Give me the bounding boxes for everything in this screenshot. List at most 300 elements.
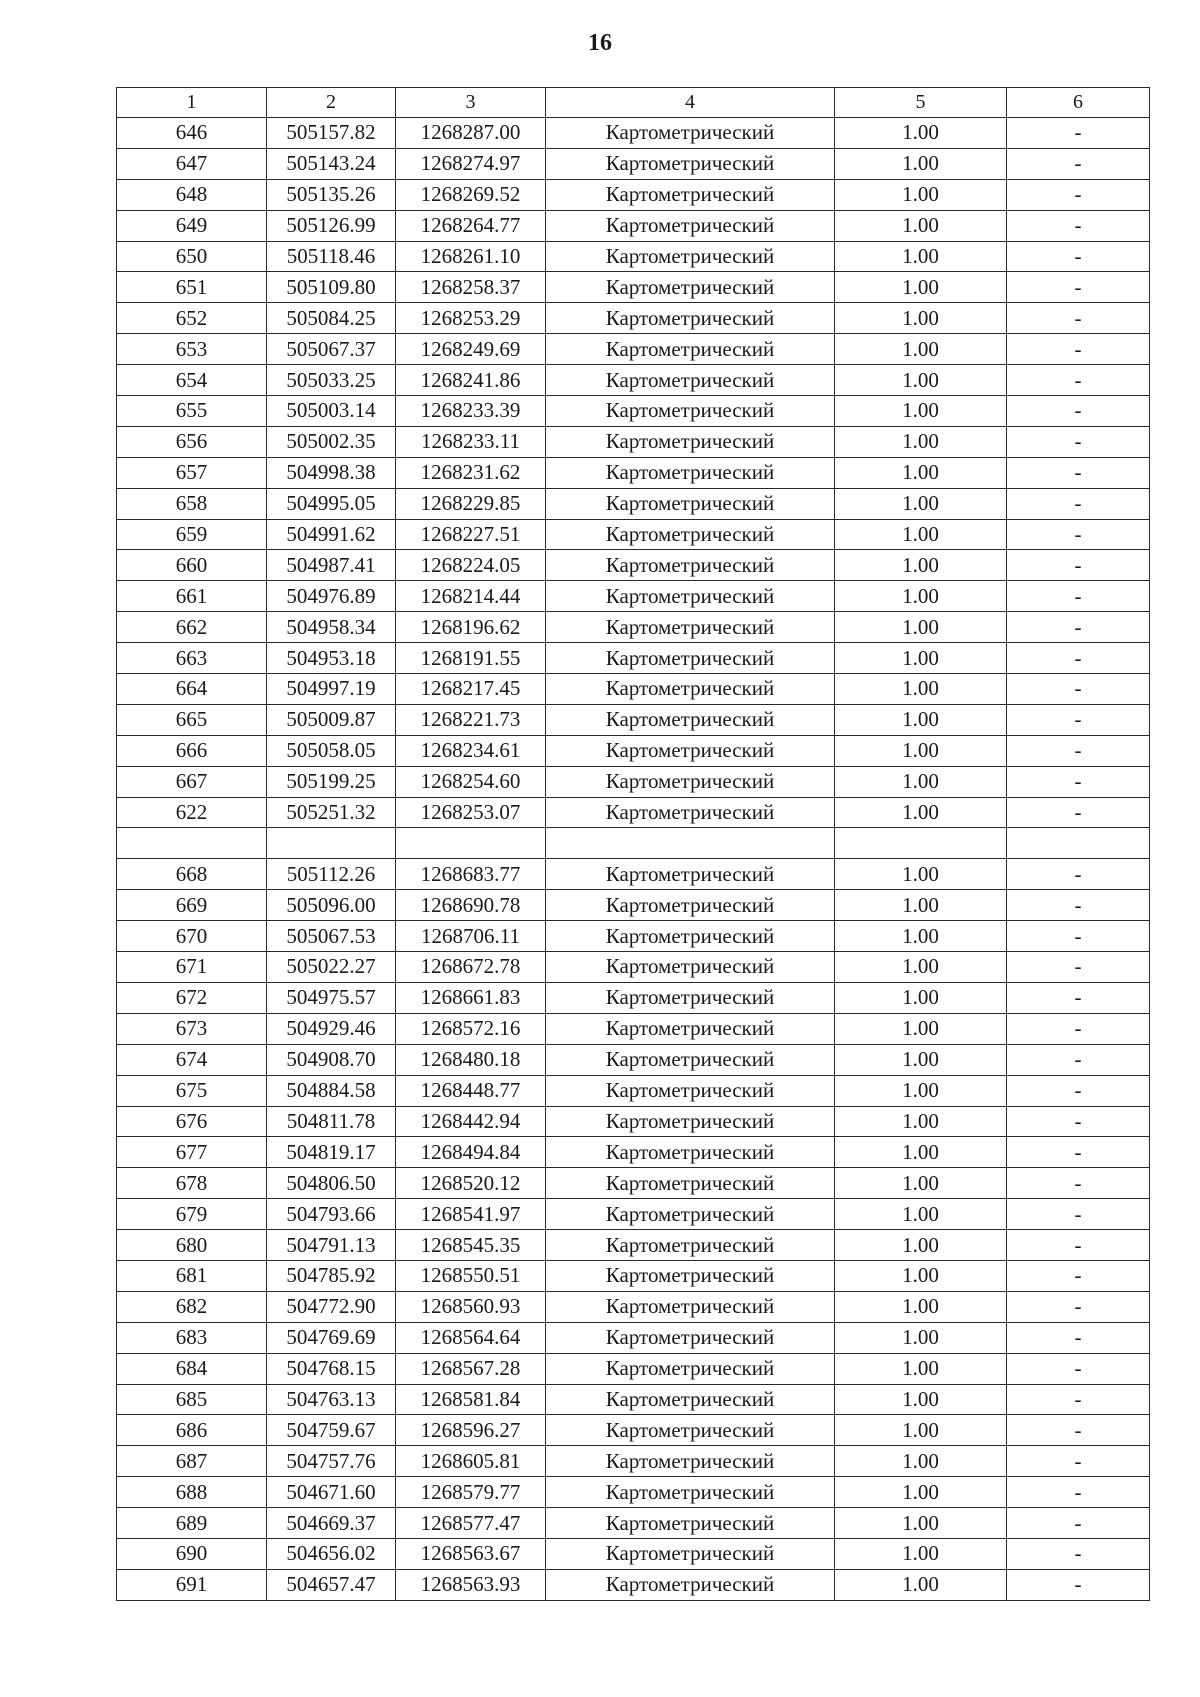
point-number-cell: 679: [117, 1199, 267, 1230]
point-number-cell: 665: [117, 704, 267, 735]
x-coordinate-cell: 505143.24: [267, 148, 396, 179]
x-coordinate-cell: 504757.76: [267, 1446, 396, 1477]
table-row: [117, 1260, 1150, 1291]
x-coordinate-cell: 504953.18: [267, 643, 396, 674]
table-row: [117, 1168, 1150, 1199]
point-number-cell: 678: [117, 1168, 267, 1199]
table-row: [117, 612, 1150, 643]
x-coordinate-cell: 505067.53: [267, 921, 396, 952]
method-cell: Картометрический: [546, 674, 835, 705]
x-coordinate-cell: 504669.37: [267, 1508, 396, 1539]
table-row: [117, 921, 1150, 952]
method-cell: Картометрический: [546, 1569, 835, 1600]
accuracy-cell: 1.00: [835, 241, 1007, 272]
table-row: [117, 766, 1150, 797]
description-cell: -: [1007, 457, 1150, 488]
point-number-cell: 662: [117, 612, 267, 643]
table-row: [117, 179, 1150, 210]
y-coordinate-cell: 1268581.84: [396, 1384, 546, 1415]
method-cell: [546, 828, 835, 859]
x-coordinate-cell: 504976.89: [267, 581, 396, 612]
y-coordinate-cell: 1268572.16: [396, 1013, 546, 1044]
accuracy-cell: 1.00: [835, 643, 1007, 674]
method-cell: Картометрический: [546, 1384, 835, 1415]
method-cell: Картометрический: [546, 982, 835, 1013]
x-coordinate-cell: 505022.27: [267, 952, 396, 983]
y-coordinate-cell: 1268229.85: [396, 488, 546, 519]
y-coordinate-cell: 1268258.37: [396, 272, 546, 303]
description-cell: -: [1007, 241, 1150, 272]
point-number-cell: 663: [117, 643, 267, 674]
accuracy-cell: 1.00: [835, 766, 1007, 797]
accuracy-cell: 1.00: [835, 581, 1007, 612]
point-number-cell: 667: [117, 766, 267, 797]
accuracy-cell: 1.00: [835, 704, 1007, 735]
x-coordinate-cell: 504791.13: [267, 1230, 396, 1261]
method-cell: Картометрический: [546, 272, 835, 303]
point-number-cell: 660: [117, 550, 267, 581]
x-coordinate-cell: 504656.02: [267, 1538, 396, 1569]
method-cell: Картометрический: [546, 1199, 835, 1230]
description-cell: [1007, 828, 1150, 859]
x-coordinate-cell: 504671.60: [267, 1477, 396, 1508]
point-number-cell: 683: [117, 1322, 267, 1353]
table-row: [117, 1137, 1150, 1168]
method-cell: Картометрический: [546, 1044, 835, 1075]
point-number-cell: 666: [117, 735, 267, 766]
description-cell: -: [1007, 766, 1150, 797]
y-coordinate-cell: 1268661.83: [396, 982, 546, 1013]
accuracy-cell: 1.00: [835, 1508, 1007, 1539]
y-coordinate-cell: 1268596.27: [396, 1415, 546, 1446]
accuracy-cell: 1.00: [835, 1446, 1007, 1477]
description-cell: -: [1007, 550, 1150, 581]
table-row: [117, 1106, 1150, 1137]
point-number-cell: 686: [117, 1415, 267, 1446]
description-cell: -: [1007, 1013, 1150, 1044]
description-cell: -: [1007, 1384, 1150, 1415]
table-row: [117, 982, 1150, 1013]
point-number-cell: 622: [117, 797, 267, 828]
method-cell: Картометрический: [546, 334, 835, 365]
method-cell: Картометрический: [546, 1538, 835, 1569]
table-row: [117, 334, 1150, 365]
point-number-cell: 671: [117, 952, 267, 983]
method-cell: Картометрический: [546, 426, 835, 457]
y-coordinate-cell: 1268261.10: [396, 241, 546, 272]
y-coordinate-cell: 1268672.78: [396, 952, 546, 983]
description-cell: -: [1007, 396, 1150, 427]
accuracy-cell: 1.00: [835, 1075, 1007, 1106]
table-row: [117, 1384, 1150, 1415]
table-row: [117, 365, 1150, 396]
table-row: [117, 1075, 1150, 1106]
x-coordinate-cell: 504772.90: [267, 1291, 396, 1322]
y-coordinate-cell: 1268563.67: [396, 1538, 546, 1569]
accuracy-cell: 1.00: [835, 982, 1007, 1013]
point-number-cell: 652: [117, 303, 267, 334]
method-cell: Картометрический: [546, 488, 835, 519]
x-coordinate-cell: 504793.66: [267, 1199, 396, 1230]
y-coordinate-cell: 1268690.78: [396, 890, 546, 921]
description-cell: -: [1007, 1044, 1150, 1075]
y-coordinate-cell: 1268564.64: [396, 1322, 546, 1353]
point-number-cell: 674: [117, 1044, 267, 1075]
accuracy-cell: 1.00: [835, 210, 1007, 241]
point-number-cell: 661: [117, 581, 267, 612]
point-number-cell: 687: [117, 1446, 267, 1477]
table-row: [117, 1230, 1150, 1261]
description-cell: -: [1007, 303, 1150, 334]
method-cell: Картометрический: [546, 303, 835, 334]
x-coordinate-cell: 505033.25: [267, 365, 396, 396]
method-cell: Картометрический: [546, 581, 835, 612]
description-cell: -: [1007, 488, 1150, 519]
description-cell: -: [1007, 952, 1150, 983]
description-cell: -: [1007, 1137, 1150, 1168]
accuracy-cell: 1.00: [835, 890, 1007, 921]
column-header: 2: [267, 88, 396, 118]
method-cell: Картометрический: [546, 1477, 835, 1508]
description-cell: -: [1007, 921, 1150, 952]
point-number-cell: 651: [117, 272, 267, 303]
y-coordinate-cell: 1268579.77: [396, 1477, 546, 1508]
description-cell: -: [1007, 426, 1150, 457]
x-coordinate-cell: 505084.25: [267, 303, 396, 334]
description-cell: -: [1007, 704, 1150, 735]
accuracy-cell: 1.00: [835, 1353, 1007, 1384]
y-coordinate-cell: 1268224.05: [396, 550, 546, 581]
x-coordinate-cell: 504657.47: [267, 1569, 396, 1600]
accuracy-cell: 1.00: [835, 1199, 1007, 1230]
y-coordinate-cell: 1268274.97: [396, 148, 546, 179]
accuracy-cell: 1.00: [835, 488, 1007, 519]
accuracy-cell: [835, 828, 1007, 859]
method-cell: Картометрический: [546, 859, 835, 890]
method-cell: Картометрический: [546, 210, 835, 241]
accuracy-cell: 1.00: [835, 1044, 1007, 1075]
description-cell: -: [1007, 982, 1150, 1013]
table-row: [117, 1013, 1150, 1044]
accuracy-cell: 1.00: [835, 1477, 1007, 1508]
x-coordinate-cell: 505157.82: [267, 118, 396, 149]
description-cell: -: [1007, 365, 1150, 396]
y-coordinate-cell: 1268234.61: [396, 735, 546, 766]
description-cell: -: [1007, 1353, 1150, 1384]
x-coordinate-cell: 505112.26: [267, 859, 396, 890]
description-cell: -: [1007, 210, 1150, 241]
x-coordinate-cell: 504995.05: [267, 488, 396, 519]
accuracy-cell: 1.00: [835, 118, 1007, 149]
method-cell: Картометрический: [546, 952, 835, 983]
y-coordinate-cell: 1268233.11: [396, 426, 546, 457]
accuracy-cell: 1.00: [835, 1168, 1007, 1199]
x-coordinate-cell: 504785.92: [267, 1260, 396, 1291]
table-row: [117, 1446, 1150, 1477]
table-row: [117, 1199, 1150, 1230]
description-cell: -: [1007, 179, 1150, 210]
y-coordinate-cell: 1268567.28: [396, 1353, 546, 1384]
table-row: [117, 952, 1150, 983]
x-coordinate-cell: 504811.78: [267, 1106, 396, 1137]
method-cell: Картометрический: [546, 643, 835, 674]
table-row: [117, 674, 1150, 705]
x-coordinate-cell: 504998.38: [267, 457, 396, 488]
y-coordinate-cell: 1268683.77: [396, 859, 546, 890]
header-row: [117, 88, 1150, 118]
table-row: [117, 272, 1150, 303]
description-cell: -: [1007, 1322, 1150, 1353]
table-row: [117, 704, 1150, 735]
y-coordinate-cell: 1268706.11: [396, 921, 546, 952]
point-number-cell: 688: [117, 1477, 267, 1508]
y-coordinate-cell: 1268227.51: [396, 519, 546, 550]
x-coordinate-cell: 505251.32: [267, 797, 396, 828]
point-number-cell: 669: [117, 890, 267, 921]
x-coordinate-cell: 505003.14: [267, 396, 396, 427]
table-row: [117, 828, 1150, 859]
accuracy-cell: 1.00: [835, 365, 1007, 396]
table-row: [117, 241, 1150, 272]
accuracy-cell: 1.00: [835, 303, 1007, 334]
point-number-cell: 649: [117, 210, 267, 241]
x-coordinate-cell: 504908.70: [267, 1044, 396, 1075]
page-number: 16: [588, 30, 612, 56]
description-cell: -: [1007, 1538, 1150, 1569]
x-coordinate-cell: 504991.62: [267, 519, 396, 550]
table-row: [117, 735, 1150, 766]
description-cell: -: [1007, 272, 1150, 303]
point-number-cell: 668: [117, 859, 267, 890]
description-cell: -: [1007, 612, 1150, 643]
y-coordinate-cell: 1268191.55: [396, 643, 546, 674]
x-coordinate-cell: 505135.26: [267, 179, 396, 210]
y-coordinate-cell: 1268241.86: [396, 365, 546, 396]
y-coordinate-cell: 1268214.44: [396, 581, 546, 612]
method-cell: Картометрический: [546, 766, 835, 797]
x-coordinate-cell: 504806.50: [267, 1168, 396, 1199]
y-coordinate-cell: 1268545.35: [396, 1230, 546, 1261]
table-row: [117, 519, 1150, 550]
method-cell: Картометрический: [546, 735, 835, 766]
point-number-cell: 682: [117, 1291, 267, 1322]
description-cell: -: [1007, 1260, 1150, 1291]
y-coordinate-cell: 1268480.18: [396, 1044, 546, 1075]
method-cell: Картометрический: [546, 1508, 835, 1539]
x-coordinate-cell: 505118.46: [267, 241, 396, 272]
x-coordinate-cell: 505126.99: [267, 210, 396, 241]
point-number-cell: 659: [117, 519, 267, 550]
table-row: [117, 396, 1150, 427]
point-number-cell: 672: [117, 982, 267, 1013]
x-coordinate-cell: 504958.34: [267, 612, 396, 643]
table-row: [117, 797, 1150, 828]
table-row: [117, 118, 1150, 149]
description-cell: -: [1007, 1477, 1150, 1508]
accuracy-cell: 1.00: [835, 921, 1007, 952]
accuracy-cell: 1.00: [835, 859, 1007, 890]
y-coordinate-cell: 1268560.93: [396, 1291, 546, 1322]
y-coordinate-cell: 1268264.77: [396, 210, 546, 241]
y-coordinate-cell: 1268563.93: [396, 1569, 546, 1600]
table-row: [117, 1477, 1150, 1508]
x-coordinate-cell: 504819.17: [267, 1137, 396, 1168]
table-row: [117, 488, 1150, 519]
table-row: [117, 1322, 1150, 1353]
point-number-cell: 684: [117, 1353, 267, 1384]
description-cell: -: [1007, 334, 1150, 365]
x-coordinate-cell: 504929.46: [267, 1013, 396, 1044]
point-number-cell: 673: [117, 1013, 267, 1044]
accuracy-cell: 1.00: [835, 519, 1007, 550]
description-cell: -: [1007, 735, 1150, 766]
x-coordinate-cell: 505002.35: [267, 426, 396, 457]
description-cell: -: [1007, 890, 1150, 921]
y-coordinate-cell: 1268520.12: [396, 1168, 546, 1199]
table-row: [117, 1508, 1150, 1539]
accuracy-cell: 1.00: [835, 1106, 1007, 1137]
x-coordinate-cell: 504763.13: [267, 1384, 396, 1415]
y-coordinate-cell: 1268550.51: [396, 1260, 546, 1291]
x-coordinate-cell: 504997.19: [267, 674, 396, 705]
point-number-cell: 677: [117, 1137, 267, 1168]
y-coordinate-cell: 1268217.45: [396, 674, 546, 705]
point-number-cell: 653: [117, 334, 267, 365]
method-cell: Картометрический: [546, 148, 835, 179]
point-number-cell: 650: [117, 241, 267, 272]
accuracy-cell: 1.00: [835, 1137, 1007, 1168]
method-cell: Картометрический: [546, 1322, 835, 1353]
x-coordinate-cell: 504975.57: [267, 982, 396, 1013]
point-number-cell: 670: [117, 921, 267, 952]
description-cell: -: [1007, 581, 1150, 612]
table-row: [117, 643, 1150, 674]
point-number-cell: 691: [117, 1569, 267, 1600]
method-cell: Картометрический: [546, 1446, 835, 1477]
point-number-cell: 681: [117, 1260, 267, 1291]
table-row: [117, 210, 1150, 241]
x-coordinate-cell: [267, 828, 396, 859]
method-cell: Картометрический: [546, 1168, 835, 1199]
x-coordinate-cell: 504884.58: [267, 1075, 396, 1106]
accuracy-cell: 1.00: [835, 797, 1007, 828]
description-cell: -: [1007, 1075, 1150, 1106]
method-cell: Картометрический: [546, 1415, 835, 1446]
x-coordinate-cell: 504759.67: [267, 1415, 396, 1446]
description-cell: -: [1007, 1291, 1150, 1322]
accuracy-cell: 1.00: [835, 148, 1007, 179]
column-header: 1: [117, 88, 267, 118]
description-cell: -: [1007, 797, 1150, 828]
accuracy-cell: 1.00: [835, 735, 1007, 766]
table-row: [117, 1044, 1150, 1075]
description-cell: -: [1007, 1415, 1150, 1446]
y-coordinate-cell: 1268442.94: [396, 1106, 546, 1137]
method-cell: Картометрический: [546, 1230, 835, 1261]
point-number-cell: 685: [117, 1384, 267, 1415]
coordinates-table: [116, 87, 1150, 1601]
description-cell: -: [1007, 1106, 1150, 1137]
method-cell: Картометрический: [546, 550, 835, 581]
table-row: [117, 890, 1150, 921]
accuracy-cell: 1.00: [835, 1415, 1007, 1446]
table-row: [117, 457, 1150, 488]
y-coordinate-cell: 1268221.73: [396, 704, 546, 735]
method-cell: Картометрический: [546, 1106, 835, 1137]
y-coordinate-cell: 1268494.84: [396, 1137, 546, 1168]
description-cell: -: [1007, 148, 1150, 179]
method-cell: Картометрический: [546, 519, 835, 550]
x-coordinate-cell: 505009.87: [267, 704, 396, 735]
x-coordinate-cell: 504987.41: [267, 550, 396, 581]
table-row: [117, 303, 1150, 334]
column-header: 4: [546, 88, 835, 118]
table-row: [117, 581, 1150, 612]
column-header: 5: [835, 88, 1007, 118]
accuracy-cell: 1.00: [835, 1538, 1007, 1569]
description-cell: -: [1007, 859, 1150, 890]
accuracy-cell: 1.00: [835, 1260, 1007, 1291]
method-cell: Картометрический: [546, 921, 835, 952]
point-number-cell: 655: [117, 396, 267, 427]
y-coordinate-cell: 1268605.81: [396, 1446, 546, 1477]
description-cell: -: [1007, 1168, 1150, 1199]
accuracy-cell: 1.00: [835, 550, 1007, 581]
point-number-cell: 647: [117, 148, 267, 179]
x-coordinate-cell: 505067.37: [267, 334, 396, 365]
accuracy-cell: 1.00: [835, 952, 1007, 983]
point-number-cell: 689: [117, 1508, 267, 1539]
method-cell: Картометрический: [546, 1137, 835, 1168]
table-row: [117, 148, 1150, 179]
y-coordinate-cell: 1268253.07: [396, 797, 546, 828]
point-number-cell: 658: [117, 488, 267, 519]
point-number-cell: 648: [117, 179, 267, 210]
y-coordinate-cell: 1268249.69: [396, 334, 546, 365]
y-coordinate-cell: 1268233.39: [396, 396, 546, 427]
x-coordinate-cell: 505096.00: [267, 890, 396, 921]
accuracy-cell: 1.00: [835, 674, 1007, 705]
accuracy-cell: 1.00: [835, 396, 1007, 427]
y-coordinate-cell: [396, 828, 546, 859]
accuracy-cell: 1.00: [835, 612, 1007, 643]
description-cell: -: [1007, 674, 1150, 705]
accuracy-cell: 1.00: [835, 179, 1007, 210]
table-row: [117, 1538, 1150, 1569]
accuracy-cell: 1.00: [835, 1230, 1007, 1261]
x-coordinate-cell: 504769.69: [267, 1322, 396, 1353]
description-cell: -: [1007, 1508, 1150, 1539]
description-cell: -: [1007, 1230, 1150, 1261]
table-row: [117, 426, 1150, 457]
method-cell: Картометрический: [546, 704, 835, 735]
y-coordinate-cell: 1268269.52: [396, 179, 546, 210]
description-cell: -: [1007, 643, 1150, 674]
accuracy-cell: 1.00: [835, 1013, 1007, 1044]
table-row: [117, 1291, 1150, 1322]
table-row: [117, 1353, 1150, 1384]
point-number-cell: 656: [117, 426, 267, 457]
point-number-cell: 690: [117, 1538, 267, 1569]
y-coordinate-cell: 1268287.00: [396, 118, 546, 149]
point-number-cell: 664: [117, 674, 267, 705]
description-cell: -: [1007, 1446, 1150, 1477]
method-cell: Картометрический: [546, 1353, 835, 1384]
method-cell: Картометрический: [546, 457, 835, 488]
x-coordinate-cell: 505199.25: [267, 766, 396, 797]
table-row: [117, 859, 1150, 890]
y-coordinate-cell: 1268196.62: [396, 612, 546, 643]
